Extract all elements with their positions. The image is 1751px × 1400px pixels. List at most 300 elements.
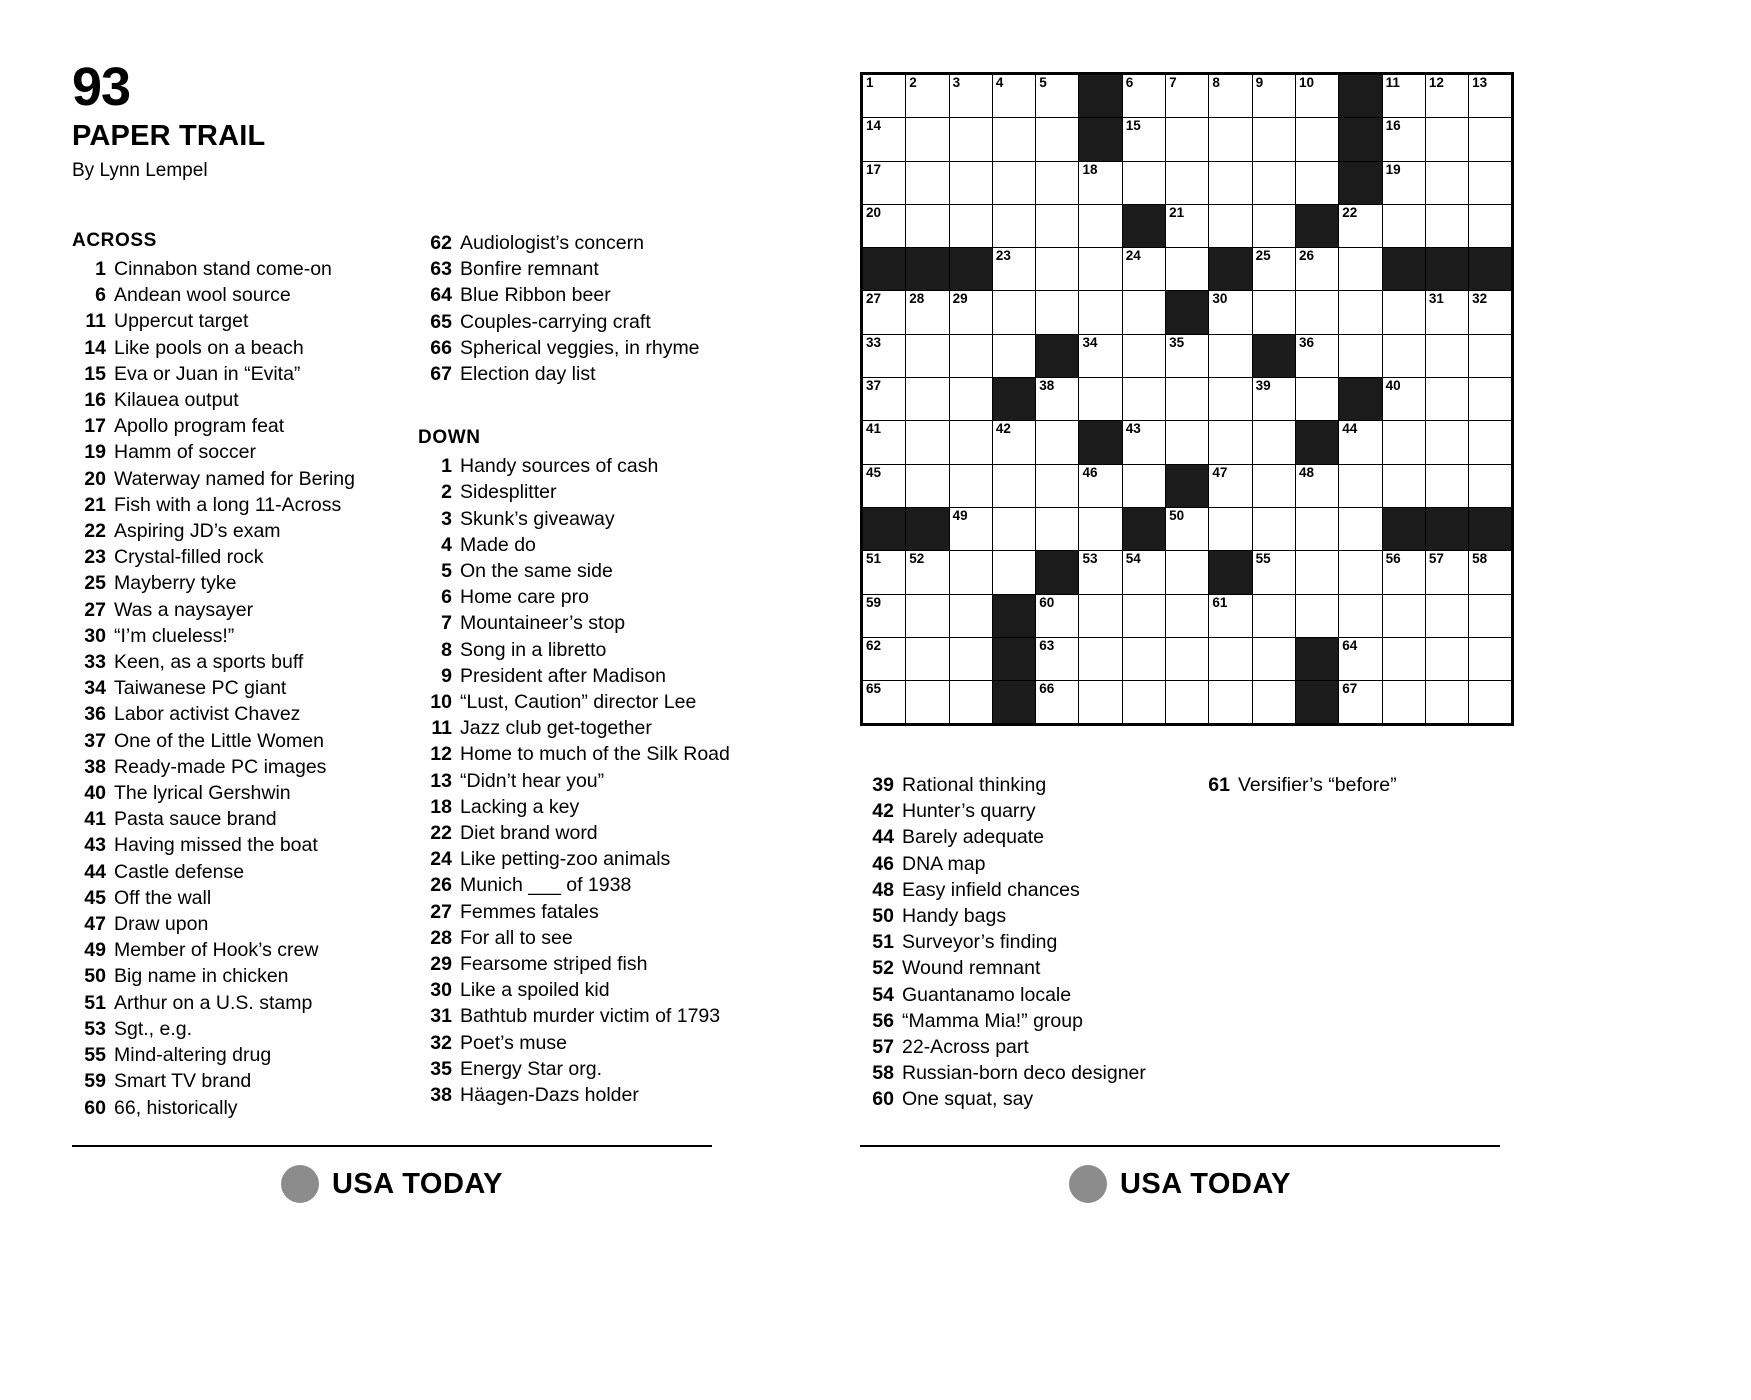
grid-cell[interactable] bbox=[1469, 464, 1513, 507]
grid-cell[interactable] bbox=[906, 161, 949, 204]
clue-item bbox=[860, 1060, 1160, 1086]
clue-item bbox=[418, 925, 730, 951]
grid-cell[interactable] bbox=[992, 507, 1035, 550]
grid-cell[interactable] bbox=[906, 594, 949, 637]
grid-cell[interactable] bbox=[1252, 291, 1295, 334]
grid-cell[interactable] bbox=[1295, 74, 1338, 118]
grid-cell[interactable] bbox=[1079, 551, 1122, 594]
grid-cell[interactable] bbox=[1166, 204, 1209, 247]
grid-cell[interactable] bbox=[1295, 551, 1338, 594]
grid-cell[interactable] bbox=[1252, 118, 1295, 161]
grid-row bbox=[862, 161, 1513, 204]
clue-text: 66, historically bbox=[114, 1096, 238, 1119]
grid-cell[interactable] bbox=[949, 204, 992, 247]
grid-cell[interactable] bbox=[1209, 291, 1252, 334]
clue-number: 53 bbox=[84, 1017, 106, 1040]
grid-cell[interactable] bbox=[992, 161, 1035, 204]
down-clue-column-3 bbox=[860, 772, 1160, 1113]
grid-cell[interactable] bbox=[1425, 637, 1468, 680]
grid-cell[interactable] bbox=[1166, 507, 1209, 550]
grid-block-cell bbox=[1382, 507, 1425, 550]
clue-item bbox=[72, 492, 384, 518]
grid-cell[interactable] bbox=[1252, 464, 1295, 507]
grid-cell[interactable] bbox=[1079, 378, 1122, 421]
grid-cell[interactable] bbox=[1382, 551, 1425, 594]
clue-text: Fearsome striped fish bbox=[460, 953, 648, 976]
grid-cell[interactable] bbox=[1122, 681, 1165, 725]
grid-cell[interactable] bbox=[1252, 161, 1295, 204]
grid-cell[interactable] bbox=[862, 464, 906, 507]
grid-cell[interactable] bbox=[1339, 551, 1382, 594]
grid-cell-number: 38 bbox=[1039, 378, 1055, 394]
clue-item bbox=[72, 597, 384, 623]
grid-cell[interactable] bbox=[1166, 681, 1209, 725]
grid-cell[interactable] bbox=[1469, 334, 1513, 377]
grid-cell[interactable] bbox=[949, 681, 992, 725]
clue-text: Jazz club get-together bbox=[460, 717, 652, 740]
clue-number: 50 bbox=[872, 905, 894, 928]
grid-cell[interactable] bbox=[1079, 507, 1122, 550]
grid-cell[interactable] bbox=[1382, 74, 1425, 118]
clue-text: For all to see bbox=[460, 926, 573, 949]
grid-cell[interactable] bbox=[1469, 378, 1513, 421]
grid-cell[interactable] bbox=[862, 637, 906, 680]
grid-cell[interactable] bbox=[1382, 594, 1425, 637]
grid-cell[interactable] bbox=[1166, 248, 1209, 291]
grid-cell[interactable] bbox=[1382, 421, 1425, 464]
crossword-grid-container[interactable] bbox=[860, 72, 1514, 726]
grid-cell-number: 5 bbox=[1039, 75, 1047, 90]
grid-cell[interactable] bbox=[1079, 334, 1122, 377]
grid-cell[interactable] bbox=[1339, 507, 1382, 550]
clue-number: 37 bbox=[84, 729, 106, 752]
grid-cell[interactable] bbox=[949, 464, 992, 507]
grid-cell[interactable] bbox=[949, 118, 992, 161]
grid-cell-number: 48 bbox=[1298, 464, 1314, 480]
usa-today-logo bbox=[72, 1165, 712, 1203]
clue-text: Lacking a key bbox=[460, 795, 580, 818]
grid-cell[interactable] bbox=[1079, 161, 1122, 204]
clue-number: 6 bbox=[95, 284, 106, 307]
grid-cell[interactable] bbox=[1425, 551, 1468, 594]
grid-cell[interactable] bbox=[1295, 378, 1338, 421]
grid-cell[interactable] bbox=[1252, 507, 1295, 550]
grid-cell[interactable] bbox=[1036, 248, 1079, 291]
grid-cell[interactable] bbox=[906, 464, 949, 507]
left-page-header bbox=[72, 57, 772, 1200]
clue-number: 21 bbox=[84, 493, 106, 516]
grid-cell[interactable] bbox=[1122, 161, 1165, 204]
grid-cell[interactable] bbox=[862, 421, 906, 464]
grid-cell[interactable] bbox=[1295, 248, 1338, 291]
grid-cell[interactable] bbox=[1469, 421, 1513, 464]
grid-cell[interactable] bbox=[1252, 551, 1295, 594]
clue-number: 55 bbox=[84, 1044, 106, 1067]
grid-cell[interactable] bbox=[906, 204, 949, 247]
grid-cell-number: 47 bbox=[1212, 464, 1228, 480]
grid-cell[interactable] bbox=[992, 204, 1035, 247]
grid-cell[interactable] bbox=[949, 74, 992, 118]
clue-item bbox=[860, 929, 1160, 955]
grid-block-cell bbox=[1295, 421, 1338, 464]
grid-cell[interactable] bbox=[949, 291, 992, 334]
clue-number: 30 bbox=[84, 624, 106, 647]
grid-cell[interactable] bbox=[1339, 464, 1382, 507]
across-clue-column-2 bbox=[418, 230, 730, 1121]
grid-cell[interactable] bbox=[1036, 637, 1079, 680]
clue-text: Surveyor’s finding bbox=[902, 931, 1058, 954]
clue-number: 60 bbox=[84, 1096, 106, 1119]
grid-cell[interactable] bbox=[1469, 551, 1513, 594]
grid-cell[interactable] bbox=[1252, 681, 1295, 725]
grid-block-cell bbox=[1252, 334, 1295, 377]
grid-cell[interactable] bbox=[906, 681, 949, 725]
grid-cell[interactable] bbox=[1166, 74, 1209, 118]
grid-cell[interactable] bbox=[1209, 334, 1252, 377]
clue-text: Draw upon bbox=[114, 913, 209, 936]
grid-cell[interactable] bbox=[906, 118, 949, 161]
grid-cell[interactable] bbox=[949, 507, 992, 550]
grid-cell-number: 2 bbox=[909, 75, 917, 90]
grid-cell-number: 12 bbox=[1428, 75, 1444, 90]
grid-cell[interactable] bbox=[1339, 248, 1382, 291]
grid-cell[interactable] bbox=[1166, 594, 1209, 637]
grid-cell[interactable] bbox=[1122, 74, 1165, 118]
grid-cell[interactable] bbox=[992, 248, 1035, 291]
puzzle-byline: By Lynn Lempel bbox=[72, 160, 208, 181]
grid-cell[interactable] bbox=[1425, 681, 1468, 725]
grid-block-cell bbox=[862, 248, 906, 291]
grid-cell-number: 11 bbox=[1385, 75, 1400, 90]
grid-cell[interactable] bbox=[1122, 637, 1165, 680]
grid-cell[interactable] bbox=[1166, 161, 1209, 204]
clue-item bbox=[72, 544, 384, 570]
grid-cell[interactable] bbox=[1209, 637, 1252, 680]
grid-cell[interactable] bbox=[1209, 74, 1252, 118]
grid-cell[interactable] bbox=[1382, 378, 1425, 421]
grid-cell[interactable] bbox=[1036, 204, 1079, 247]
grid-cell[interactable] bbox=[862, 291, 906, 334]
clue-item bbox=[72, 256, 384, 282]
grid-cell[interactable] bbox=[1036, 594, 1079, 637]
grid-block-cell bbox=[1166, 464, 1209, 507]
grid-cell[interactable] bbox=[1036, 291, 1079, 334]
grid-cell[interactable] bbox=[1382, 118, 1425, 161]
grid-cell[interactable] bbox=[1252, 204, 1295, 247]
grid-cell[interactable] bbox=[862, 551, 906, 594]
grid-cell[interactable] bbox=[862, 74, 906, 118]
grid-cell[interactable] bbox=[1469, 637, 1513, 680]
clue-text: Aspiring JD’s exam bbox=[114, 520, 281, 543]
grid-cell[interactable] bbox=[862, 118, 906, 161]
grid-cell[interactable] bbox=[992, 551, 1035, 594]
clue-text: Crystal-filled rock bbox=[114, 546, 264, 569]
grid-cell[interactable] bbox=[1036, 74, 1079, 118]
grid-cell[interactable] bbox=[1425, 161, 1468, 204]
grid-row bbox=[862, 378, 1513, 421]
grid-cell[interactable] bbox=[1382, 161, 1425, 204]
grid-cell[interactable] bbox=[992, 118, 1035, 161]
grid-cell[interactable] bbox=[1166, 421, 1209, 464]
grid-cell[interactable] bbox=[1166, 378, 1209, 421]
clue-item bbox=[72, 1042, 384, 1068]
grid-block-cell bbox=[992, 681, 1035, 725]
clue-text: Mountaineer’s stop bbox=[460, 612, 626, 635]
grid-cell[interactable] bbox=[1209, 204, 1252, 247]
grid-cell[interactable] bbox=[1425, 594, 1468, 637]
clue-text: Hamm of soccer bbox=[114, 441, 256, 464]
grid-cell[interactable] bbox=[1036, 421, 1079, 464]
grid-cell[interactable] bbox=[949, 334, 992, 377]
grid-block-cell bbox=[862, 507, 906, 550]
grid-cell[interactable] bbox=[1036, 464, 1079, 507]
clue-item bbox=[72, 937, 384, 963]
grid-cell[interactable] bbox=[1122, 291, 1165, 334]
grid-block-cell bbox=[1122, 507, 1165, 550]
grid-cell[interactable] bbox=[1079, 594, 1122, 637]
grid-cell[interactable] bbox=[1295, 464, 1338, 507]
grid-cell[interactable] bbox=[1469, 681, 1513, 725]
grid-cell[interactable] bbox=[1339, 421, 1382, 464]
grid-cell[interactable] bbox=[1295, 118, 1338, 161]
grid-cell[interactable] bbox=[1122, 248, 1165, 291]
grid-cell[interactable] bbox=[1122, 551, 1165, 594]
grid-cell[interactable] bbox=[1209, 464, 1252, 507]
grid-cell[interactable] bbox=[949, 378, 992, 421]
grid-cell-number: 60 bbox=[1039, 594, 1055, 610]
crossword-grid[interactable] bbox=[860, 72, 1514, 726]
grid-cell[interactable] bbox=[1425, 334, 1468, 377]
grid-cell[interactable] bbox=[1166, 551, 1209, 594]
clue-text: Was a naysayer bbox=[114, 598, 254, 621]
clue-text: Hunter’s quarry bbox=[902, 800, 1036, 823]
clue-number: 2 bbox=[441, 481, 452, 504]
grid-cell[interactable] bbox=[1339, 204, 1382, 247]
grid-cell[interactable] bbox=[1425, 118, 1468, 161]
grid-cell[interactable] bbox=[1122, 334, 1165, 377]
grid-cell[interactable] bbox=[1252, 378, 1295, 421]
grid-cell[interactable] bbox=[1382, 637, 1425, 680]
grid-cell[interactable] bbox=[1209, 118, 1252, 161]
grid-cell[interactable] bbox=[1166, 637, 1209, 680]
grid-cell[interactable] bbox=[1036, 507, 1079, 550]
grid-cell[interactable] bbox=[862, 594, 906, 637]
grid-cell[interactable] bbox=[1252, 637, 1295, 680]
grid-cell[interactable] bbox=[1079, 464, 1122, 507]
grid-cell[interactable] bbox=[1209, 594, 1252, 637]
grid-cell[interactable] bbox=[1295, 594, 1338, 637]
grid-cell[interactable] bbox=[1209, 507, 1252, 550]
across-clue-column-1 bbox=[72, 230, 384, 1121]
grid-cell[interactable] bbox=[992, 421, 1035, 464]
grid-cell[interactable] bbox=[1339, 637, 1382, 680]
grid-cell[interactable] bbox=[1425, 291, 1468, 334]
down-clue-list-1 bbox=[418, 453, 730, 1108]
grid-cell[interactable] bbox=[906, 291, 949, 334]
grid-cell[interactable] bbox=[906, 378, 949, 421]
grid-cell[interactable] bbox=[949, 637, 992, 680]
clue-number: 64 bbox=[430, 284, 452, 307]
grid-cell[interactable] bbox=[1425, 464, 1468, 507]
grid-cell[interactable] bbox=[862, 681, 906, 725]
grid-cell[interactable] bbox=[862, 378, 906, 421]
clue-number: 35 bbox=[430, 1057, 452, 1080]
grid-row bbox=[862, 248, 1513, 291]
grid-cell[interactable] bbox=[1036, 378, 1079, 421]
grid-cell[interactable] bbox=[1079, 637, 1122, 680]
grid-cell[interactable] bbox=[1382, 204, 1425, 247]
grid-block-cell bbox=[1079, 74, 1122, 118]
grid-cell[interactable] bbox=[1469, 594, 1513, 637]
grid-cell[interactable] bbox=[1166, 334, 1209, 377]
clue-number: 40 bbox=[84, 782, 106, 805]
clue-item bbox=[72, 963, 384, 989]
grid-cell[interactable] bbox=[949, 551, 992, 594]
clue-text: Pasta sauce brand bbox=[114, 808, 277, 831]
clue-item bbox=[418, 637, 730, 663]
grid-cell-number: 26 bbox=[1298, 248, 1314, 264]
grid-block-cell bbox=[1295, 204, 1338, 247]
clue-text: Bonfire remnant bbox=[460, 258, 599, 281]
clue-item bbox=[72, 885, 384, 911]
clue-item bbox=[860, 1008, 1160, 1034]
grid-block-cell bbox=[1425, 248, 1468, 291]
grid-cell[interactable] bbox=[1079, 291, 1122, 334]
clue-item bbox=[418, 610, 730, 636]
grid-cell[interactable] bbox=[1122, 594, 1165, 637]
clue-text: Like petting-zoo animals bbox=[460, 848, 671, 871]
grid-cell[interactable] bbox=[1339, 291, 1382, 334]
puzzle-number: 93 bbox=[72, 57, 131, 117]
grid-cell[interactable] bbox=[992, 291, 1035, 334]
left-page-footer bbox=[72, 1145, 712, 1205]
grid-cell[interactable] bbox=[992, 74, 1035, 118]
grid-row bbox=[862, 507, 1513, 550]
clue-text: Spherical veggies, in rhyme bbox=[460, 336, 700, 359]
grid-cell-number: 29 bbox=[952, 291, 968, 307]
clue-text: Having missed the boat bbox=[114, 834, 318, 857]
grid-block-cell bbox=[1295, 637, 1338, 680]
grid-cell[interactable] bbox=[1469, 291, 1513, 334]
grid-cell[interactable] bbox=[1209, 681, 1252, 725]
grid-cell[interactable] bbox=[1425, 204, 1468, 247]
grid-cell[interactable] bbox=[1425, 378, 1468, 421]
grid-cell[interactable] bbox=[862, 204, 906, 247]
grid-cell[interactable] bbox=[1295, 161, 1338, 204]
grid-cell[interactable] bbox=[1339, 681, 1382, 725]
grid-cell[interactable] bbox=[1209, 421, 1252, 464]
down-clue-list-2 bbox=[860, 772, 1160, 1113]
grid-cell[interactable] bbox=[992, 464, 1035, 507]
grid-cell[interactable] bbox=[1425, 421, 1468, 464]
grid-cell[interactable] bbox=[1295, 291, 1338, 334]
clue-item bbox=[860, 772, 1160, 798]
grid-cell[interactable] bbox=[1382, 464, 1425, 507]
grid-cell[interactable] bbox=[1209, 161, 1252, 204]
clue-number: 1 bbox=[441, 455, 452, 478]
grid-cell[interactable] bbox=[1252, 594, 1295, 637]
clue-text: Russian-born deco designer bbox=[902, 1062, 1146, 1085]
clue-item bbox=[418, 309, 730, 335]
grid-block-cell bbox=[992, 594, 1035, 637]
grid-cell[interactable] bbox=[1425, 74, 1468, 118]
clue-number: 8 bbox=[441, 638, 452, 661]
grid-cell[interactable] bbox=[906, 421, 949, 464]
clue-item bbox=[860, 851, 1160, 877]
grid-cell[interactable] bbox=[1122, 118, 1165, 161]
clue-number: 19 bbox=[84, 441, 106, 464]
grid-cell[interactable] bbox=[906, 637, 949, 680]
grid-cell[interactable] bbox=[1469, 204, 1513, 247]
grid-cell[interactable] bbox=[1079, 681, 1122, 725]
grid-cell[interactable] bbox=[862, 161, 906, 204]
grid-cell-number: 59 bbox=[866, 594, 882, 610]
grid-cell[interactable] bbox=[1295, 507, 1338, 550]
grid-cell[interactable] bbox=[1252, 74, 1295, 118]
grid-cell[interactable] bbox=[1339, 594, 1382, 637]
grid-cell[interactable] bbox=[1295, 334, 1338, 377]
clue-number: 44 bbox=[872, 826, 894, 849]
grid-cell[interactable] bbox=[992, 334, 1035, 377]
grid-cell-number: 24 bbox=[1125, 248, 1141, 264]
clue-item bbox=[418, 584, 730, 610]
grid-cell[interactable] bbox=[1036, 681, 1079, 725]
clue-text: Off the wall bbox=[114, 886, 212, 909]
left-clue-columns bbox=[72, 230, 772, 1121]
grid-cell[interactable] bbox=[1382, 681, 1425, 725]
grid-cell-number: 22 bbox=[1342, 204, 1358, 220]
grid-cell[interactable] bbox=[906, 551, 949, 594]
grid-cell[interactable] bbox=[906, 334, 949, 377]
clue-text: President after Madison bbox=[460, 664, 666, 687]
grid-cell[interactable] bbox=[1469, 161, 1513, 204]
grid-cell[interactable] bbox=[1252, 421, 1295, 464]
grid-cell[interactable] bbox=[1252, 248, 1295, 291]
grid-cell[interactable] bbox=[1469, 118, 1513, 161]
grid-cell[interactable] bbox=[1079, 248, 1122, 291]
clue-item bbox=[72, 675, 384, 701]
clue-number: 59 bbox=[84, 1070, 106, 1093]
grid-cell[interactable] bbox=[1122, 378, 1165, 421]
grid-cell[interactable] bbox=[949, 421, 992, 464]
grid-block-cell bbox=[1079, 118, 1122, 161]
clue-item bbox=[418, 951, 730, 977]
grid-cell-number: 49 bbox=[952, 507, 968, 523]
grid-cell[interactable] bbox=[1166, 118, 1209, 161]
clue-item bbox=[418, 768, 730, 794]
grid-cell-number: 23 bbox=[995, 248, 1011, 264]
grid-cell[interactable] bbox=[1339, 334, 1382, 377]
circle-logo-icon bbox=[1069, 1165, 1107, 1203]
grid-cell[interactable] bbox=[1382, 334, 1425, 377]
grid-cell-number: 44 bbox=[1342, 421, 1358, 437]
across-clue-list-1 bbox=[72, 256, 384, 1121]
grid-cell[interactable] bbox=[1209, 378, 1252, 421]
clue-text: Guantanamo locale bbox=[902, 983, 1072, 1006]
clue-item bbox=[418, 977, 730, 1003]
grid-cell[interactable] bbox=[1122, 421, 1165, 464]
grid-cell[interactable] bbox=[906, 74, 949, 118]
grid-cell[interactable] bbox=[1036, 118, 1079, 161]
grid-cell[interactable] bbox=[949, 161, 992, 204]
grid-cell[interactable] bbox=[1036, 161, 1079, 204]
grid-cell[interactable] bbox=[1122, 464, 1165, 507]
grid-cell[interactable] bbox=[862, 334, 906, 377]
grid-cell[interactable] bbox=[949, 594, 992, 637]
grid-cell[interactable] bbox=[1382, 291, 1425, 334]
grid-cell[interactable] bbox=[1469, 74, 1513, 118]
grid-cell[interactable] bbox=[1079, 204, 1122, 247]
